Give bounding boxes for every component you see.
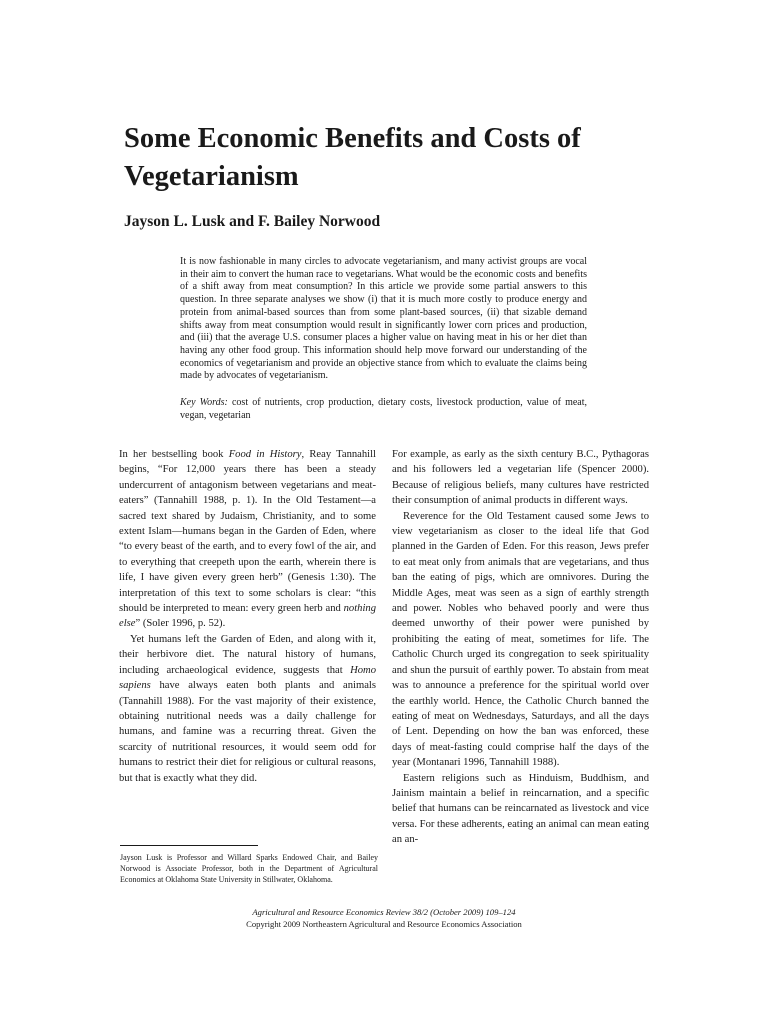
emphasis: nothing else (119, 603, 376, 630)
body-paragraph (119, 632, 376, 786)
footnote-rule (120, 845, 258, 846)
text-run: Yet humans left the Garden of Eden, and along with it, their herbivore diet. The natural history of humans, including archaeological evidence, suggests that (119, 633, 376, 676)
body-column-right (392, 447, 649, 848)
body-paragraph: Eastern religions such as Hinduism, Buddhism, and Jainism maintain a belief in reincarnation, and a specific belief that humans can be reincarnated as livestock and vice versa. For these adherents, eating an animal can mean eating an an- (392, 772, 649, 846)
paper-authors: Jayson L. Lusk and F. Bailey Norwood (124, 213, 381, 230)
text-run: In her bestselling book (119, 449, 229, 460)
text-run: have always eaten both plants and animals (Tannahill 1988). For the vast majority of their existence, obtaining nutritional needs was a daily challenge for humans, and famine was a recurring threat. Given the scarcity of nutritional resources, it would seem odd for humans to restrict their diet for religious or cultural reasons, but that is exactly what they did. (119, 680, 376, 784)
body-column-left (119, 447, 376, 786)
abstract: It is now fashionable in many circles to advocate vegetarianism, and many activist groups are vocal in their aim to convert the human race to vegetarians. What would be the economic costs and benefits of a shift away from meat consumption? In this article we provide some partial answers to this question. In three separate analyses we show (i) that it is much more costly to produce energy and protein from animal-based sources than from some plant-based sources, (ii) that sizable demand shifts away from meat consumption would result in significantly lower corn prices and production, and (iii) that the average U.S. consumer places a higher value on having meat in his or her diet than having any other food group. This information should help move forward our understanding of the economics of vegetarianism and provide an objective stance from which to evaluate the claims being made by advocates of vegetarianism. (180, 256, 587, 382)
keywords (180, 397, 587, 422)
body-paragraph: Reverence for the Old Testament caused some Jews to view vegetarianism as closer to the ideal life that God planned in the Garden of Eden. For this reason, Jews prefer to eat meat only from animals that are vegetarians, and thus ban the eating of pigs, which are omnivores. During the Middle Ages, meat was seen as a sign of earthly strength and power. Nobles who behaved poorly and were thus deemed unworthy of their power were punished by prohibiting the eating of meat, sometimes for life. The Catholic Church urged its congregation to seek spirituality and shun the pursuit of earthly power. To abstain from meat was to announce a preference for the spiritual world over the earthly world. Hence, the Catholic Church banned the eating of meat on Wednesdays, Saturdays, and all the days of Lent. Depending on how the ban was enforced, these days of meat-fasting could comprise half the days of the year (Montanari 1996, Tannahill 1988). (392, 510, 649, 769)
text-run: , Reay Tannahill begins, “For 12,000 years there has been a steady undercurrent of antagonism between vegetarians and meat-eaters” (Tannahill 1988, p. 1). In the Old Testament—a sacred text shared by Judaism, Christianity, and to some extent Islam—humans began in the Garden of Eden, where “to every beast of the earth, and to every fowl of the air, and to everything that creepeth upon the earth, wherein there is life, I have given every green herb” (Genesis 1:30). The interpretation of this text to some scholars is clear: “this should be interpreted to mean: every green herb and (119, 449, 376, 615)
book-title: Food in History (228, 449, 302, 460)
text-run: ” (Soler 1996, p. 52). (135, 618, 226, 630)
journal-footer (124, 906, 644, 930)
copyright-notice: Copyright 2009 Northeastern Agricultural and Resource Economics Association (246, 919, 522, 929)
body-paragraph: For example, as early as the sixth century B.C., Pythagoras and his followers led a vegetarian life (Spencer 2000). Because of religious beliefs, many cultures have restricted their consumption of animal products in different ways. (392, 449, 649, 507)
body-paragraph (119, 447, 376, 632)
journal-citation: Agricultural and Resource Economics Review 38/2 (October 2009) 109–124 (252, 907, 516, 917)
author-footnote: Jayson Lusk is Professor and Willard Sparks Endowed Chair, and Bailey Norwood is Associate Professor, both in the Department of Agricultural Economics at Oklahoma State University in Stillwater, Oklahoma. (120, 853, 378, 884)
paper-title: Some Economic Benefits and Costs of Vegetarianism (124, 123, 581, 192)
keywords-label: Key Words: (180, 397, 228, 408)
keywords-list: cost of nutrients, crop production, dietary costs, livestock production, value of meat, vegan, vegetarian (180, 397, 588, 421)
species-name: Homo sapiens (119, 664, 376, 692)
